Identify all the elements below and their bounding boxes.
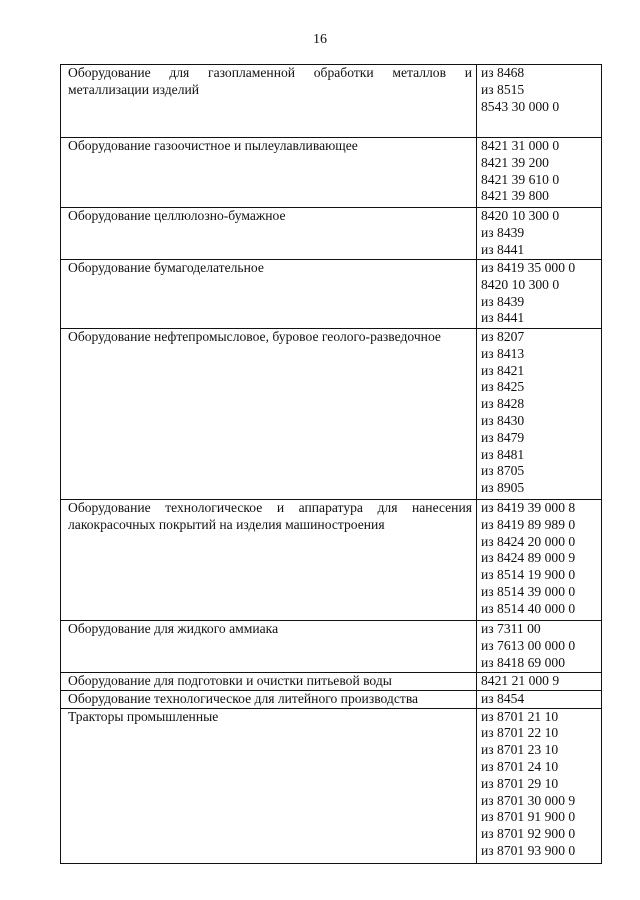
table-row (61, 500, 602, 621)
tn-ved-code: 8421 39 200 (481, 154, 549, 170)
tn-ved-code: из 8424 20 000 0 (481, 533, 576, 549)
equipment-name: Оборудование нефтепромысловое, буровое геолого-разведочное (68, 329, 441, 344)
table-row (61, 621, 602, 673)
table-row (61, 708, 602, 863)
equipment-name: Оборудование газоочистное и пылеулавливающее (68, 138, 358, 153)
tn-ved-code: из 8207 (481, 329, 525, 344)
equipment-name-cell (61, 690, 477, 708)
tn-ved-codes-cell (477, 500, 602, 621)
tn-ved-codes-cell (477, 708, 602, 863)
equipment-name: Оборудование технологическое и аппаратура для нанесения лакокрасочных покрытий на изделия машиностроения (68, 500, 472, 532)
tn-ved-code: 8421 39 800 (481, 188, 549, 204)
equipment-name-cell (61, 708, 477, 863)
equipment-name: Оборудование бумагоделательное (68, 260, 264, 275)
equipment-name-cell (61, 621, 477, 673)
tn-ved-code: 8420 10 300 0 (481, 208, 560, 223)
tn-ved-code: из 8468 (481, 65, 525, 80)
tn-ved-code: из 8419 35 000 0 (481, 260, 576, 275)
tn-ved-code: из 8701 30 000 9 (481, 792, 576, 808)
tn-ved-code: из 8479 (481, 429, 525, 445)
tn-ved-code: из 8441 (481, 241, 525, 257)
tn-ved-code: из 8701 29 10 (481, 775, 559, 791)
tn-ved-codes-cell (477, 621, 602, 673)
tn-ved-code: 8421 21 000 9 (481, 673, 560, 688)
equipment-codes-table (60, 64, 602, 864)
equipment-name-cell (61, 673, 477, 691)
tn-ved-code: из 8413 (481, 345, 525, 361)
table-row (61, 208, 602, 260)
equipment-name: Оборудование для жидкого аммиака (68, 621, 279, 636)
tn-ved-code: из 8701 23 10 (481, 742, 559, 758)
tn-ved-code: из 8418 69 000 (481, 654, 566, 670)
tn-ved-code: из 8421 (481, 362, 525, 378)
tn-ved-code: 8421 39 610 0 (481, 171, 560, 187)
tn-ved-code: из 8701 91 900 0 (481, 809, 576, 825)
equipment-name-cell (61, 65, 477, 138)
equipment-name: Оборудование целлюлозно-бумажное (68, 208, 286, 223)
equipment-name: Оборудование технологическое для литейного производства (68, 690, 419, 706)
page-number: 16 (313, 32, 327, 47)
table-row (61, 260, 602, 329)
table-row (61, 673, 602, 691)
tn-ved-code: из 8514 40 000 0 (481, 600, 576, 616)
tn-ved-code: из 8514 19 900 0 (481, 567, 576, 583)
tn-ved-code: из 8481 (481, 446, 525, 462)
tn-ved-code: из 8515 (481, 81, 525, 97)
table-row (61, 329, 602, 500)
equipment-name-cell (61, 500, 477, 621)
equipment-name-cell (61, 329, 477, 500)
equipment-name: Тракторы промышленные (68, 708, 219, 724)
tn-ved-code: из 8705 (481, 463, 525, 479)
tn-ved-code: из 8701 92 900 0 (481, 826, 576, 842)
tn-ved-code: из 8425 (481, 379, 525, 395)
tn-ved-codes-cell (477, 138, 602, 208)
tn-ved-code: из 8701 22 10 (481, 725, 559, 741)
equipment-name-cell (61, 260, 477, 329)
tn-ved-codes-cell (477, 673, 602, 691)
tn-ved-code: из 7311 00 (481, 621, 541, 636)
tn-ved-codes-cell (477, 260, 602, 329)
tn-ved-code: из 8439 (481, 293, 525, 309)
tn-ved-code: из 7613 00 000 0 (481, 637, 576, 653)
tn-ved-code: из 8419 39 000 8 (481, 500, 576, 515)
tn-ved-code: из 8419 89 989 0 (481, 516, 576, 532)
tn-ved-code: из 8441 (481, 310, 525, 326)
tn-ved-code: 8421 31 000 0 (481, 138, 560, 153)
equipment-name-cell (61, 138, 477, 208)
tn-ved-codes-cell (477, 690, 602, 708)
tn-ved-code: из 8424 89 000 9 (481, 550, 576, 566)
tn-ved-code: из 8905 (481, 480, 525, 496)
equipment-name-cell (61, 208, 477, 260)
tn-ved-codes-cell (477, 208, 602, 260)
tn-ved-codes-cell (477, 329, 602, 500)
tn-ved-code: из 8701 21 10 (481, 708, 559, 724)
tn-ved-code: 8420 10 300 0 (481, 276, 560, 292)
equipment-name: Оборудование для газопламенной обработки металлов и металлизации изделий (68, 65, 472, 97)
tn-ved-code: из 8701 24 10 (481, 758, 559, 774)
table-row (61, 138, 602, 208)
tn-ved-code: из 8439 (481, 224, 525, 240)
tn-ved-code: 8543 30 000 0 (481, 98, 560, 114)
table-row (61, 65, 602, 138)
tn-ved-code: из 8430 (481, 412, 525, 428)
tn-ved-codes-cell (477, 65, 602, 138)
tn-ved-code: из 8514 39 000 0 (481, 583, 576, 599)
table-row (61, 690, 602, 708)
tn-ved-code: из 8454 (481, 690, 525, 706)
equipment-name: Оборудование для подготовки и очистки питьевой воды (68, 673, 392, 688)
tn-ved-code: из 8701 93 900 0 (481, 842, 576, 858)
tn-ved-code: из 8428 (481, 396, 525, 412)
